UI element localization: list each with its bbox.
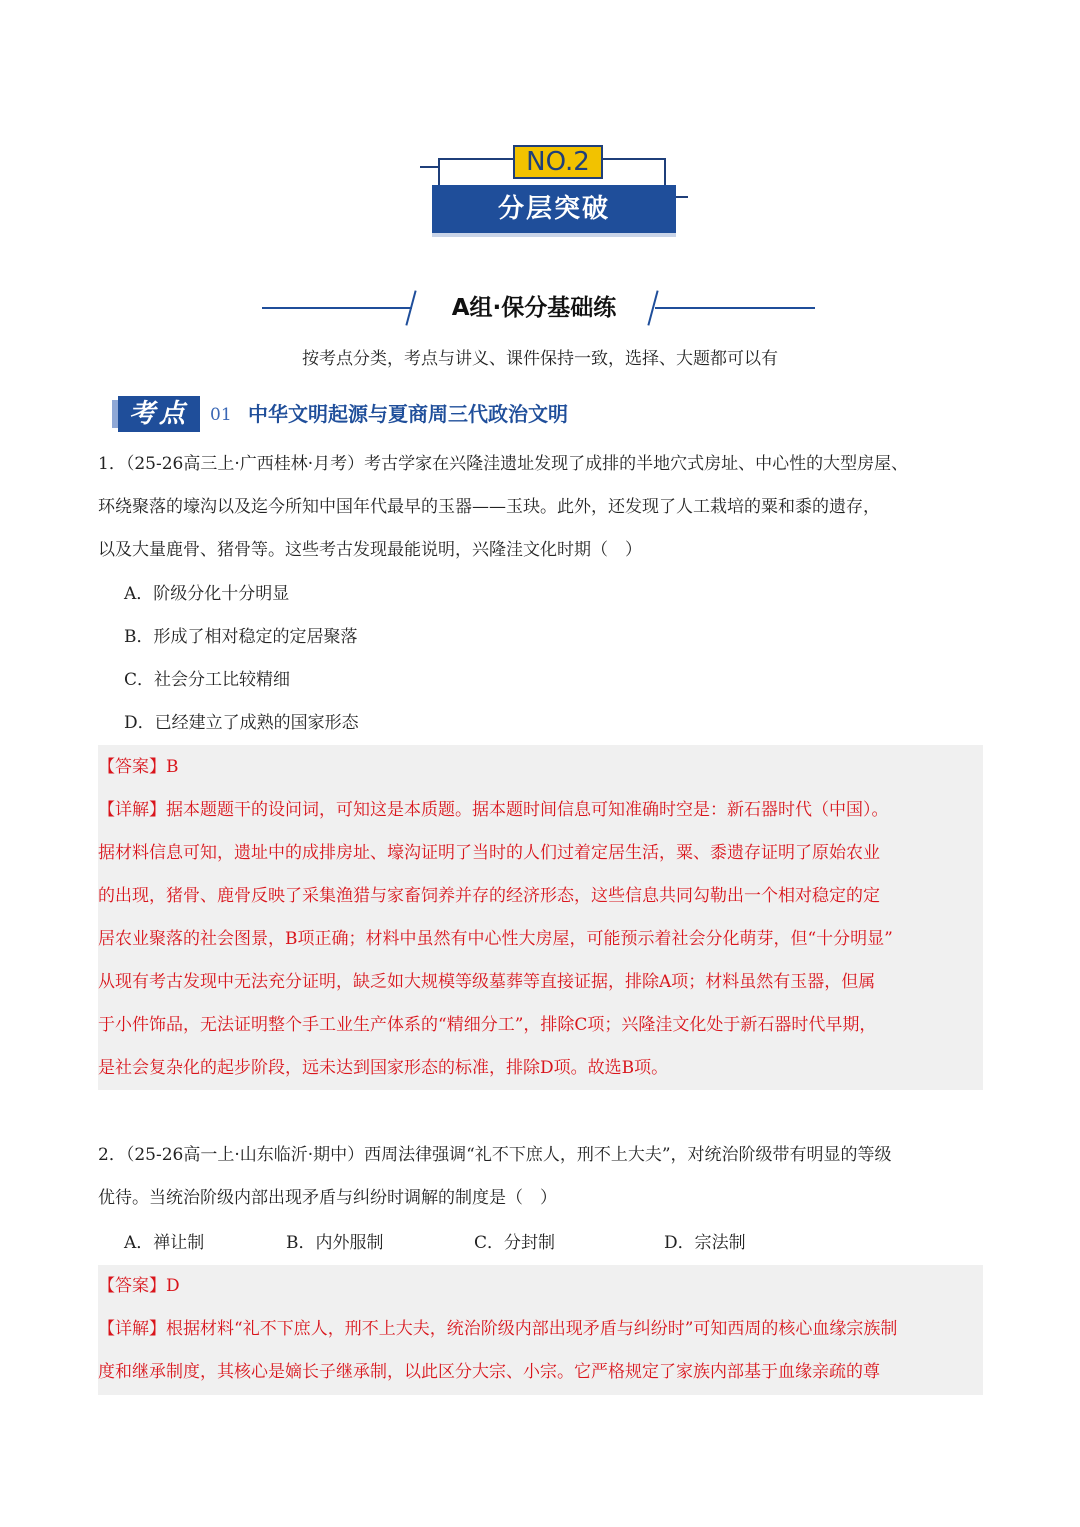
- question-line: 以及大量鹿骨、猪骨等。这些考古发现最能说明，兴隆洼文化时期（ ）: [98, 540, 642, 560]
- badge-decor-line: [676, 196, 688, 198]
- question-1-stem: [98, 443, 983, 572]
- explanation-line: 度和继承制度，其核心是嫡长子继承制，以此区分大宗、小宗。它严格规定了家族内部基于血缘亲疏的尊: [98, 1362, 880, 1382]
- explanation-line: 【详解】根据材料“礼不下庶人，刑不上大夫，统治阶级内部出现矛盾与纠纷时”可知西周的核心血缘宗族制: [98, 1319, 898, 1339]
- badge-decor-line: [664, 158, 666, 186]
- kaodian-title: 中华文明起源与夏商周三代政治文明: [248, 402, 568, 426]
- option-a: A．阶级分化十分明显: [124, 584, 290, 604]
- section-badge: [420, 140, 690, 250]
- explanation: [98, 789, 983, 1090]
- answer-label: 【答案】B: [98, 757, 179, 777]
- option-c: C．分封制: [474, 1233, 556, 1253]
- group-title: A组·保分基础练: [451, 295, 617, 321]
- option-c: C．社会分工比较精细: [124, 670, 291, 690]
- question-2-stem: [98, 1134, 983, 1220]
- divider-line: [655, 307, 815, 309]
- explanation-line: 是社会复杂化的起步阶段，远未达到国家形态的标准，排除D项。故选B项。: [98, 1058, 669, 1078]
- option-d: D．已经建立了成熟的国家形态: [124, 713, 359, 733]
- badge-title: 分层突破: [432, 185, 676, 233]
- divider-line: [262, 307, 412, 309]
- option-b: B．内外服制: [286, 1233, 384, 1253]
- option-a: A．禅让制: [124, 1233, 205, 1253]
- explanation-line: 从现有考古发现中无法充分证明，缺乏如大规模等级墓葬等直接证据，排除A项；材料虽然有玉器，但属: [98, 972, 876, 992]
- badge-decor-line: [438, 158, 440, 188]
- explanation-line: 据材料信息可知，遗址中的成排房址、壕沟证明了当时的人们过着定居生活，粟、黍遗存证明了原始农业: [98, 843, 880, 863]
- badge-decor-line: [600, 158, 666, 160]
- badge-decor-line: [420, 166, 440, 168]
- option-d: D．宗法制: [664, 1233, 746, 1253]
- question-line: 2．（25-26高一上·山东临沂·期中）西周法律强调“礼不下庶人，刑不上大夫”，对统治阶级带有明显的等级: [98, 1145, 892, 1165]
- explanation-line: 于小件饰品，无法证明整个手工业生产体系的“精细分工”，排除C项；兴隆洼文化处于新石器时代早期，: [98, 1015, 877, 1035]
- kaodian-number: 01: [210, 405, 232, 425]
- explanation-line: 的出现，猪骨、鹿骨反映了采集渔猎与家畜饲养并存的经济形态，这些信息共同勾勒出一个相对稳定的定: [98, 886, 880, 906]
- question-line: 环绕聚落的壕沟以及迄今所知中国年代最早的玉器——玉玦。此外，还发现了人工栽培的粟和黍的遗存，: [98, 497, 880, 517]
- badge-number: NO.2: [513, 145, 603, 179]
- explanation-line: 居农业聚落的社会图景，B项正确；材料中虽然有中心性大房屋，可能预示着社会分化萌芽，但“十分明显”: [98, 929, 893, 949]
- explanation-line: 【详解】据本题题干的设问词，可知这是本质题。据本题时间信息可知准确时空是：新石器时代（中国）。: [98, 800, 889, 820]
- group-subtitle: 按考点分类，考点与讲义、课件保持一致，选择、大题都可以有: [302, 349, 778, 369]
- option-b: B．形成了相对稳定的定居聚落: [124, 627, 358, 647]
- answer-label: 【答案】D: [98, 1276, 180, 1296]
- kaodian-badge: 考点: [118, 396, 200, 432]
- question-line: 1．（25-26高三上·广西桂林·月考）考古学家在兴隆洼遗址发现了成排的半地穴式房址、中心性的大型房屋、: [98, 454, 909, 474]
- badge-decor-line: [438, 158, 513, 160]
- question-line: 优待。当统治阶级内部出现矛盾与纠纷时调解的制度是（ ）: [98, 1188, 557, 1208]
- explanation: [98, 1308, 983, 1394]
